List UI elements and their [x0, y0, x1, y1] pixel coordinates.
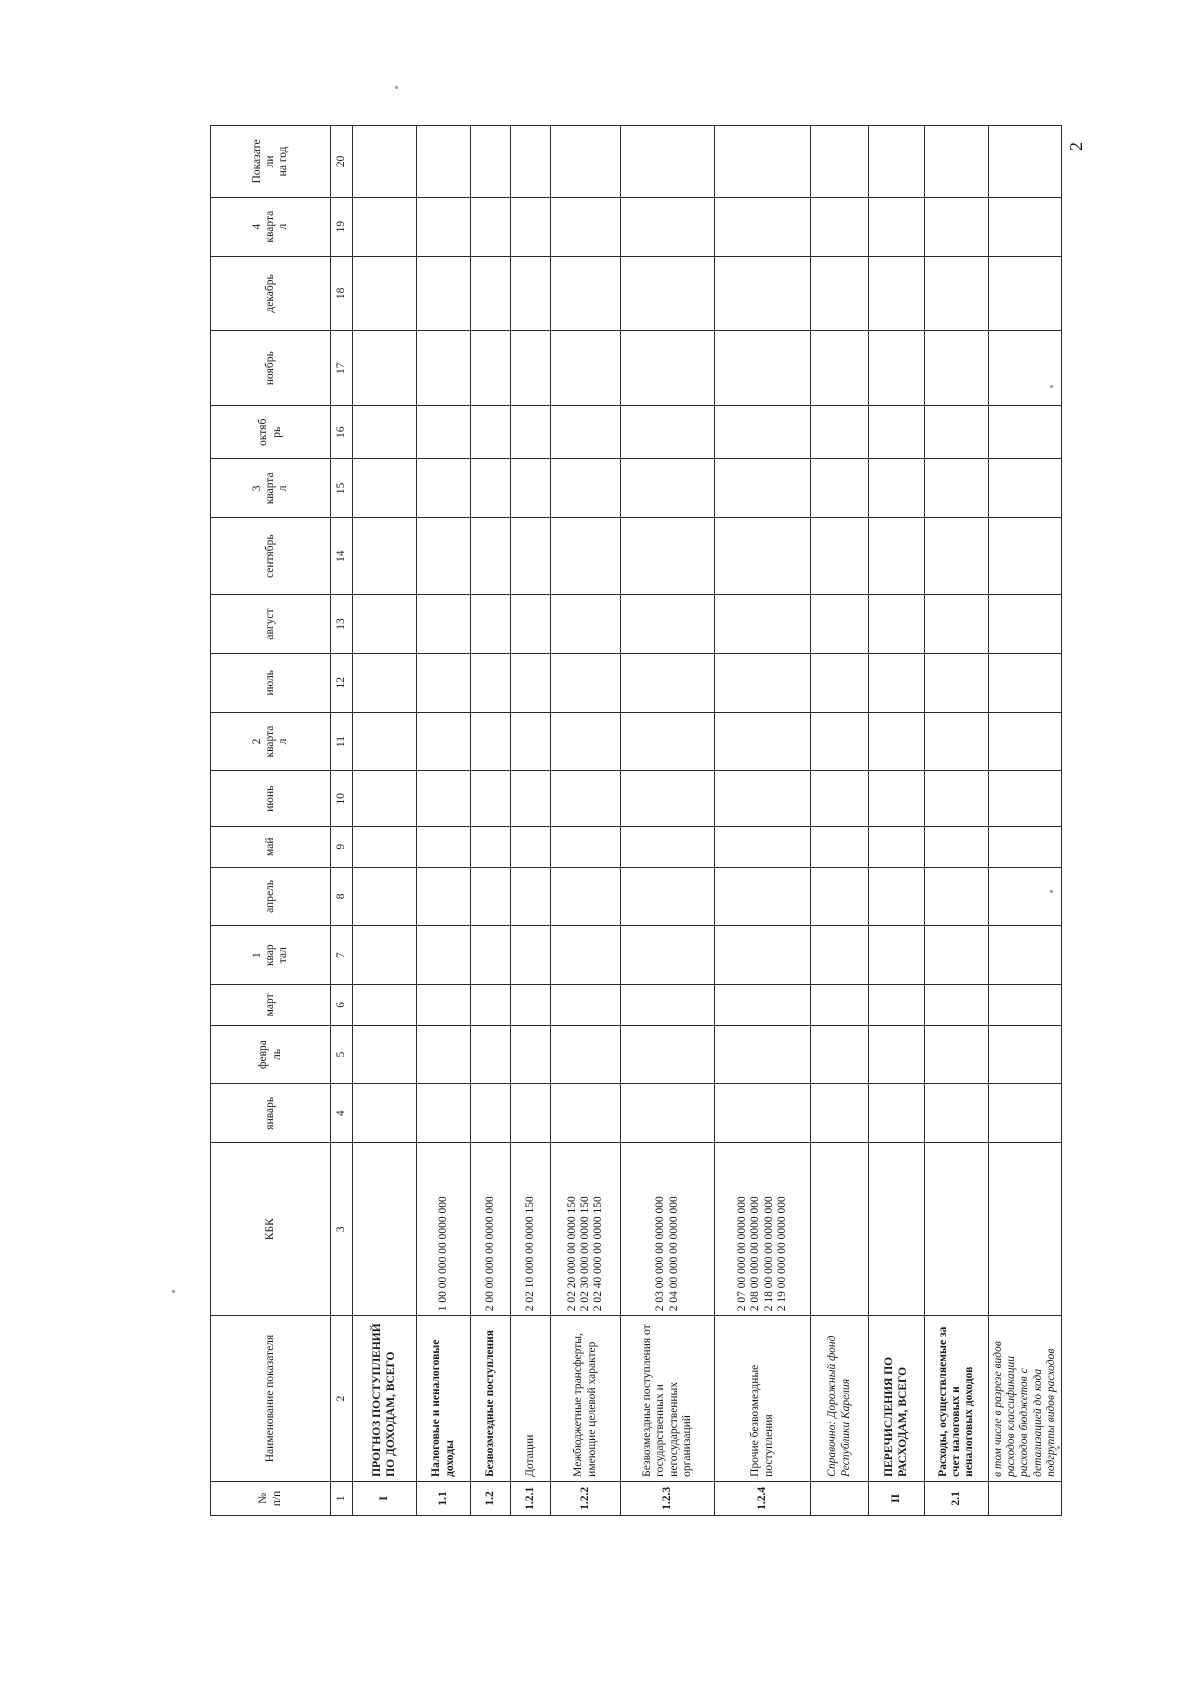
value-cell	[869, 595, 925, 654]
value-cell	[989, 595, 1062, 654]
kbk-code	[353, 1143, 417, 1316]
indicator-name: Справочно: Дорожный фонд Республики Карелия	[811, 1316, 869, 1482]
column-number: 9	[331, 826, 353, 867]
value-cell	[417, 331, 471, 406]
kbk-code: 2 00 00 000 00 0000 000	[471, 1143, 511, 1316]
column-number: 16	[331, 406, 353, 459]
value-cell	[869, 653, 925, 712]
value-cell	[925, 1084, 989, 1143]
budget-forecast-table	[210, 125, 1062, 1516]
value-cell	[989, 126, 1062, 198]
value-cell	[551, 712, 621, 771]
value-cell	[417, 1025, 471, 1084]
table-row	[925, 126, 989, 1516]
value-cell	[353, 653, 417, 712]
value-cell	[621, 406, 715, 459]
value-cell	[811, 126, 869, 198]
table-row	[511, 126, 551, 1516]
value-cell	[869, 126, 925, 198]
value-cell	[511, 256, 551, 331]
value-cell	[925, 985, 989, 1026]
value-cell	[471, 985, 511, 1026]
column-number-row	[331, 126, 353, 1516]
value-cell	[621, 712, 715, 771]
row-number: 1.2.4	[715, 1481, 811, 1515]
value-cell	[551, 867, 621, 926]
column-number: 10	[331, 771, 353, 827]
value-cell	[811, 406, 869, 459]
indicator-name: Налоговые и неналоговые доходы	[417, 1316, 471, 1482]
value-cell	[353, 926, 417, 985]
value-cell	[551, 771, 621, 827]
value-cell	[925, 256, 989, 331]
column-number: 1	[331, 1481, 353, 1515]
column-number: 2	[331, 1316, 353, 1482]
value-cell	[417, 126, 471, 198]
kbk-code	[989, 1143, 1062, 1316]
value-cell	[811, 926, 869, 985]
value-cell	[925, 595, 989, 654]
column-number: 8	[331, 867, 353, 926]
indicator-name: Расходы, осуществляемые за счет налоговых и неналоговых доходов	[925, 1316, 989, 1482]
value-cell	[811, 331, 869, 406]
value-cell	[869, 1025, 925, 1084]
column-header: Показате ли на год	[211, 126, 331, 198]
value-cell	[869, 256, 925, 331]
column-number: 14	[331, 518, 353, 595]
value-cell	[511, 826, 551, 867]
row-number	[989, 1481, 1062, 1515]
column-header: июль	[211, 653, 331, 712]
value-cell	[925, 653, 989, 712]
column-header: 4 кварта л	[211, 197, 331, 256]
value-cell	[811, 197, 869, 256]
column-header: май	[211, 826, 331, 867]
value-cell	[417, 256, 471, 331]
value-cell	[811, 712, 869, 771]
value-cell	[925, 771, 989, 827]
value-cell	[811, 771, 869, 827]
value-cell	[417, 771, 471, 827]
column-header: 2 кварта л	[211, 712, 331, 771]
value-cell	[811, 518, 869, 595]
value-cell	[811, 985, 869, 1026]
column-header: сентябрь	[211, 518, 331, 595]
value-cell	[417, 595, 471, 654]
value-cell	[989, 406, 1062, 459]
kbk-code: 2 02 10 000 00 0000 150	[511, 1143, 551, 1316]
value-cell	[353, 867, 417, 926]
kbk-code	[925, 1143, 989, 1316]
column-header: ноябрь	[211, 331, 331, 406]
table-row	[811, 126, 869, 1516]
value-cell	[811, 1025, 869, 1084]
value-cell	[471, 1084, 511, 1143]
value-cell	[511, 126, 551, 198]
row-number: 1.2.2	[551, 1481, 621, 1515]
value-cell	[621, 331, 715, 406]
value-cell	[621, 1084, 715, 1143]
table-row	[621, 126, 715, 1516]
value-cell	[353, 256, 417, 331]
column-number: 19	[331, 197, 353, 256]
value-cell	[925, 712, 989, 771]
kbk-code	[811, 1143, 869, 1316]
kbk-code: 2 02 20 000 00 0000 150 2 02 30 000 00 0000 150 2 02 40 000 00 0000 150	[551, 1143, 621, 1316]
value-cell	[715, 926, 811, 985]
column-number: 4	[331, 1084, 353, 1143]
column-number: 20	[331, 126, 353, 198]
table-row	[417, 126, 471, 1516]
value-cell	[511, 771, 551, 827]
row-number: 1.1	[417, 1481, 471, 1515]
column-header: июнь	[211, 771, 331, 827]
value-cell	[715, 826, 811, 867]
value-cell	[811, 653, 869, 712]
value-cell	[989, 1025, 1062, 1084]
value-cell	[989, 1084, 1062, 1143]
value-cell	[353, 1084, 417, 1143]
kbk-code	[869, 1143, 925, 1316]
value-cell	[551, 595, 621, 654]
column-header: 1 квар тал	[211, 926, 331, 985]
value-cell	[715, 1084, 811, 1143]
value-cell	[715, 595, 811, 654]
value-cell	[925, 518, 989, 595]
value-cell	[471, 256, 511, 331]
value-cell	[989, 867, 1062, 926]
scan-speck	[172, 1290, 175, 1293]
value-cell	[989, 926, 1062, 985]
value-cell	[353, 406, 417, 459]
value-cell	[989, 459, 1062, 518]
value-cell	[621, 197, 715, 256]
table-row	[353, 126, 417, 1516]
value-cell	[353, 712, 417, 771]
value-cell	[471, 826, 511, 867]
indicator-name: Безвозмездные поступления от государственных и негосударственных организаций	[621, 1316, 715, 1482]
row-number: 2.1	[925, 1481, 989, 1515]
value-cell	[353, 518, 417, 595]
value-cell	[869, 985, 925, 1026]
column-header: декабрь	[211, 256, 331, 331]
value-cell	[811, 1084, 869, 1143]
value-cell	[353, 1025, 417, 1084]
value-cell	[353, 126, 417, 198]
value-cell	[869, 867, 925, 926]
value-cell	[471, 712, 511, 771]
value-cell	[989, 712, 1062, 771]
value-cell	[471, 653, 511, 712]
column-header: январь	[211, 1084, 331, 1143]
value-cell	[869, 712, 925, 771]
indicator-name: Дотации	[511, 1316, 551, 1482]
value-cell	[471, 331, 511, 406]
value-cell	[621, 826, 715, 867]
value-cell	[989, 256, 1062, 331]
indicator-name: Прочие безвозмездные поступления	[715, 1316, 811, 1482]
value-cell	[551, 406, 621, 459]
column-number: 15	[331, 459, 353, 518]
value-cell	[511, 331, 551, 406]
value-cell	[621, 926, 715, 985]
value-cell	[417, 867, 471, 926]
value-cell	[551, 331, 621, 406]
column-number: 3	[331, 1143, 353, 1316]
value-cell	[471, 771, 511, 827]
column-number: 13	[331, 595, 353, 654]
kbk-code: 2 07 00 000 00 0000 000 2 08 00 000 00 0000 000 2 18 00 000 00 0000 000 2 19 00 000 00 0000 000	[715, 1143, 811, 1316]
column-header: апрель	[211, 867, 331, 926]
indicator-name: Безвозмездные поступления	[471, 1316, 511, 1482]
value-cell	[715, 126, 811, 198]
column-header: март	[211, 985, 331, 1026]
value-cell	[511, 867, 551, 926]
value-cell	[471, 406, 511, 459]
value-cell	[551, 653, 621, 712]
value-cell	[925, 459, 989, 518]
value-cell	[811, 826, 869, 867]
value-cell	[471, 126, 511, 198]
value-cell	[511, 595, 551, 654]
value-cell	[471, 197, 511, 256]
column-number: 18	[331, 256, 353, 331]
value-cell	[715, 406, 811, 459]
value-cell	[925, 126, 989, 198]
value-cell	[353, 985, 417, 1026]
value-cell	[621, 1025, 715, 1084]
column-header: февра ль	[211, 1025, 331, 1084]
table-row	[989, 126, 1062, 1516]
page-number: 2	[1066, 142, 1086, 151]
column-number: 12	[331, 653, 353, 712]
value-cell	[869, 197, 925, 256]
value-cell	[925, 1025, 989, 1084]
value-cell	[471, 1025, 511, 1084]
indicator-name: ПРОГНОЗ ПОСТУПЛЕНИЙ ПО ДОХОДАМ, ВСЕГО	[353, 1316, 417, 1482]
kbk-code: 2 03 00 000 00 0000 000 2 04 00 000 00 0000 000	[621, 1143, 715, 1316]
row-number	[811, 1481, 869, 1515]
value-cell	[621, 985, 715, 1026]
value-cell	[621, 459, 715, 518]
column-header: КБК	[211, 1143, 331, 1316]
column-header: 3 кварта л	[211, 459, 331, 518]
scan-speck	[395, 86, 398, 89]
value-cell	[715, 459, 811, 518]
value-cell	[471, 926, 511, 985]
value-cell	[511, 1084, 551, 1143]
value-cell	[551, 459, 621, 518]
value-cell	[869, 406, 925, 459]
value-cell	[715, 867, 811, 926]
column-header: Наименование показателя	[211, 1316, 331, 1482]
header-row	[211, 126, 331, 1516]
value-cell	[417, 459, 471, 518]
value-cell	[925, 826, 989, 867]
table-row	[715, 126, 811, 1516]
table-row	[471, 126, 511, 1516]
value-cell	[417, 712, 471, 771]
value-cell	[353, 826, 417, 867]
value-cell	[551, 826, 621, 867]
value-cell	[715, 256, 811, 331]
column-number: 7	[331, 926, 353, 985]
value-cell	[511, 653, 551, 712]
value-cell	[925, 197, 989, 256]
indicator-name: ПЕРЕЧИСЛЕНИЯ ПО РАСХОДАМ, ВСЕГО	[869, 1316, 925, 1482]
value-cell	[511, 459, 551, 518]
value-cell	[417, 926, 471, 985]
value-cell	[417, 197, 471, 256]
value-cell	[417, 826, 471, 867]
indicator-name: Межбюджетные трансферты, имеющие целевой характер	[551, 1316, 621, 1482]
value-cell	[715, 197, 811, 256]
value-cell	[621, 867, 715, 926]
value-cell	[869, 926, 925, 985]
value-cell	[869, 518, 925, 595]
column-header: август	[211, 595, 331, 654]
value-cell	[551, 926, 621, 985]
value-cell	[869, 331, 925, 406]
value-cell	[811, 595, 869, 654]
value-cell	[551, 518, 621, 595]
column-header: № п/п	[211, 1481, 331, 1515]
value-cell	[869, 771, 925, 827]
table-row	[869, 126, 925, 1516]
value-cell	[551, 985, 621, 1026]
value-cell	[989, 985, 1062, 1026]
value-cell	[511, 1025, 551, 1084]
value-cell	[715, 331, 811, 406]
value-cell	[551, 1084, 621, 1143]
value-cell	[715, 771, 811, 827]
value-cell	[417, 1084, 471, 1143]
value-cell	[353, 197, 417, 256]
value-cell	[471, 459, 511, 518]
value-cell	[715, 653, 811, 712]
value-cell	[989, 771, 1062, 827]
value-cell	[989, 197, 1062, 256]
value-cell	[925, 406, 989, 459]
value-cell	[925, 926, 989, 985]
value-cell	[417, 406, 471, 459]
value-cell	[869, 826, 925, 867]
value-cell	[621, 256, 715, 331]
value-cell	[511, 712, 551, 771]
value-cell	[989, 653, 1062, 712]
value-cell	[715, 1025, 811, 1084]
value-cell	[417, 653, 471, 712]
value-cell	[551, 126, 621, 198]
value-cell	[511, 406, 551, 459]
value-cell	[811, 867, 869, 926]
value-cell	[511, 197, 551, 256]
value-cell	[417, 985, 471, 1026]
value-cell	[621, 126, 715, 198]
value-cell	[353, 771, 417, 827]
value-cell	[353, 459, 417, 518]
rotated-table-wrapper	[210, 125, 1056, 1516]
value-cell	[621, 518, 715, 595]
row-number: 1.2	[471, 1481, 511, 1515]
row-number: 1.2.3	[621, 1481, 715, 1515]
indicator-name: в том числе в разрезе видов расходов классификации расходов бюджетов с детализацией до кода подгруппы видов расходов	[989, 1316, 1062, 1482]
value-cell	[417, 518, 471, 595]
column-number: 17	[331, 331, 353, 406]
value-cell	[925, 331, 989, 406]
value-cell	[621, 653, 715, 712]
value-cell	[989, 518, 1062, 595]
value-cell	[551, 256, 621, 331]
value-cell	[715, 518, 811, 595]
column-number: 5	[331, 1025, 353, 1084]
value-cell	[715, 985, 811, 1026]
value-cell	[551, 1025, 621, 1084]
value-cell	[925, 867, 989, 926]
value-cell	[511, 518, 551, 595]
value-cell	[511, 985, 551, 1026]
column-header: октяб рь	[211, 406, 331, 459]
value-cell	[621, 771, 715, 827]
value-cell	[471, 518, 511, 595]
value-cell	[471, 595, 511, 654]
value-cell	[715, 712, 811, 771]
value-cell	[551, 197, 621, 256]
value-cell	[989, 331, 1062, 406]
kbk-code: 1 00 00 000 00 0000 000	[417, 1143, 471, 1316]
value-cell	[471, 867, 511, 926]
row-number: II	[869, 1481, 925, 1515]
value-cell	[621, 595, 715, 654]
column-number: 6	[331, 985, 353, 1026]
row-number: I	[353, 1481, 417, 1515]
value-cell	[353, 595, 417, 654]
value-cell	[989, 826, 1062, 867]
value-cell	[511, 926, 551, 985]
column-number: 11	[331, 712, 353, 771]
value-cell	[869, 1084, 925, 1143]
value-cell	[811, 256, 869, 331]
table-row	[551, 126, 621, 1516]
row-number: 1.2.1	[511, 1481, 551, 1515]
value-cell	[353, 331, 417, 406]
value-cell	[869, 459, 925, 518]
value-cell	[811, 459, 869, 518]
